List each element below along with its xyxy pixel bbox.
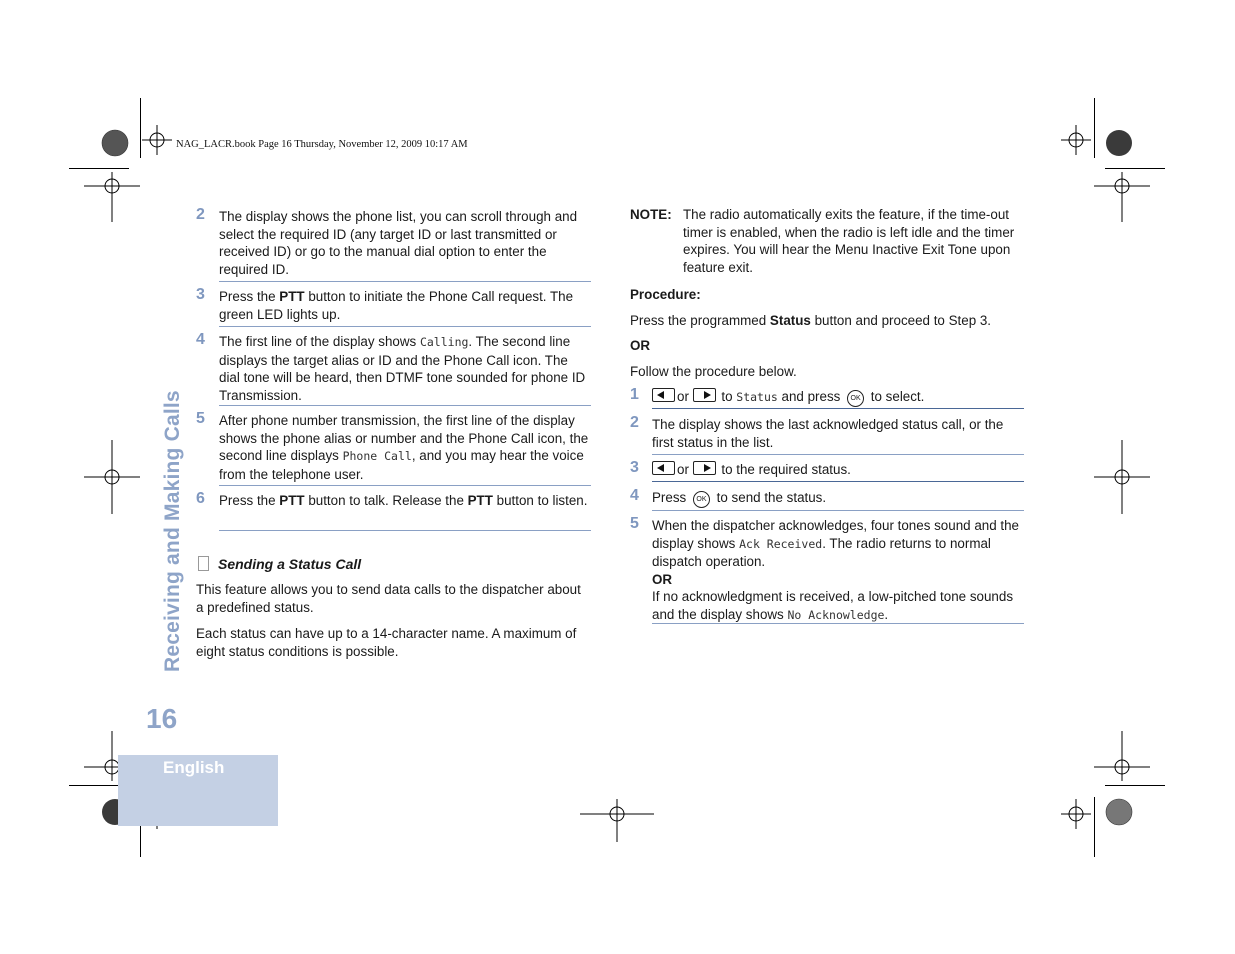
ok-button-icon: OK [847,390,864,407]
section-icon [198,556,209,571]
note-label: NOTE: [630,207,672,222]
paragraph: Each status can have up to a 14-character name. A maximum of eight status conditions is possible. [196,626,577,659]
chapter-title: Receiving and Making Calls [161,390,184,672]
step-number: 3 [630,459,639,476]
left-arrow-key-icon [652,388,675,402]
step-number: 1 [630,386,639,403]
step-text: When the dispatcher acknowledges, four tones sound and the display shows Ack Received. The radio returns to normal dispatch operation. OR If no acknowledgment is received, a low-pitched tone sounds and the display shows No Acknowledge. [652,518,1019,622]
step-text: The display shows the phone list, you can scroll through and select the required ID (any target ID or last transmitted or received ID) or go to the manual dial option to enter the required ID. [219,209,578,277]
target-icon [1094,172,1150,222]
step-text: The display shows the last acknowledged status call, or the first status in the list. [652,417,1004,450]
step-text: or to the required status. [652,461,1024,479]
step-number: 4 [630,487,639,504]
paragraph: This feature allows you to send data calls to the dispatcher about a predefined status. [196,582,581,615]
step-divider [219,326,591,327]
step-divider [652,454,1024,455]
step-number: 5 [196,410,205,427]
step-divider [219,485,591,486]
step-text: After phone number transmission, the first line of the display shows the phone alias or number and the Phone Call icon, the second line displays Phone Call, and you may hear the voice from the telephone user. [219,413,589,482]
step-text: Press OK to send the status. [652,489,1024,508]
note-text: The radio automatically exits the feature, if the time-out timer is enabled, when the radio is left idle and the timer expires. You will hear the Menu Inactive Exit Tone upon feature exit. [683,207,1015,275]
step-number: 2 [630,414,639,431]
language-label: English [163,758,225,777]
left-arrow-key-icon [652,461,675,475]
or-label: OR [630,338,651,353]
step-text: or to Status and press OK to select. [652,388,1024,407]
step-text: The first line of the display shows Calling. The second line displays the target alias or ID and the Phone Call icon. The dial tone will be heard, then DTMF tone sounded for phone ID Transmission. [219,334,586,403]
step-divider [219,281,591,282]
step-text: Press the PTT button to talk. Release the PTT button to listen. [219,493,588,508]
step-divider [219,530,591,531]
target-icon [1061,125,1091,155]
step-number: 3 [196,286,205,303]
target-icon [84,440,140,514]
target-icon [84,172,140,222]
target-icon [1094,731,1150,781]
print-header: NAG_LACR.book Page 16 Thursday, November 12, 2009 10:17 AM [176,139,468,150]
target-icon [580,799,654,842]
target-icon [1094,440,1150,514]
step-divider [652,481,1024,482]
section-title: Sending a Status Call [218,556,362,572]
right-arrow-key-icon [693,461,716,475]
procedure-text: Press the programmed Status button and proceed to Step 3. [630,313,992,328]
step-divider [652,408,1024,409]
right-arrow-key-icon [693,388,716,402]
procedure-label: Procedure: [630,287,701,302]
step-divider [652,510,1024,511]
step-number: 6 [196,490,205,507]
step-divider [219,405,591,406]
step-number: 2 [196,206,205,223]
page-number: 16 [146,703,178,734]
target-icon [142,125,172,155]
step-number: 4 [196,331,205,348]
ok-button-icon: OK [693,491,710,508]
step-number: 5 [630,515,639,532]
step-divider [652,623,1024,624]
target-icon [1061,799,1091,829]
follow-text: Follow the procedure below. [630,364,797,379]
step-text: Press the PTT button to initiate the Phone Call request. The green LED lights up. [219,289,574,322]
